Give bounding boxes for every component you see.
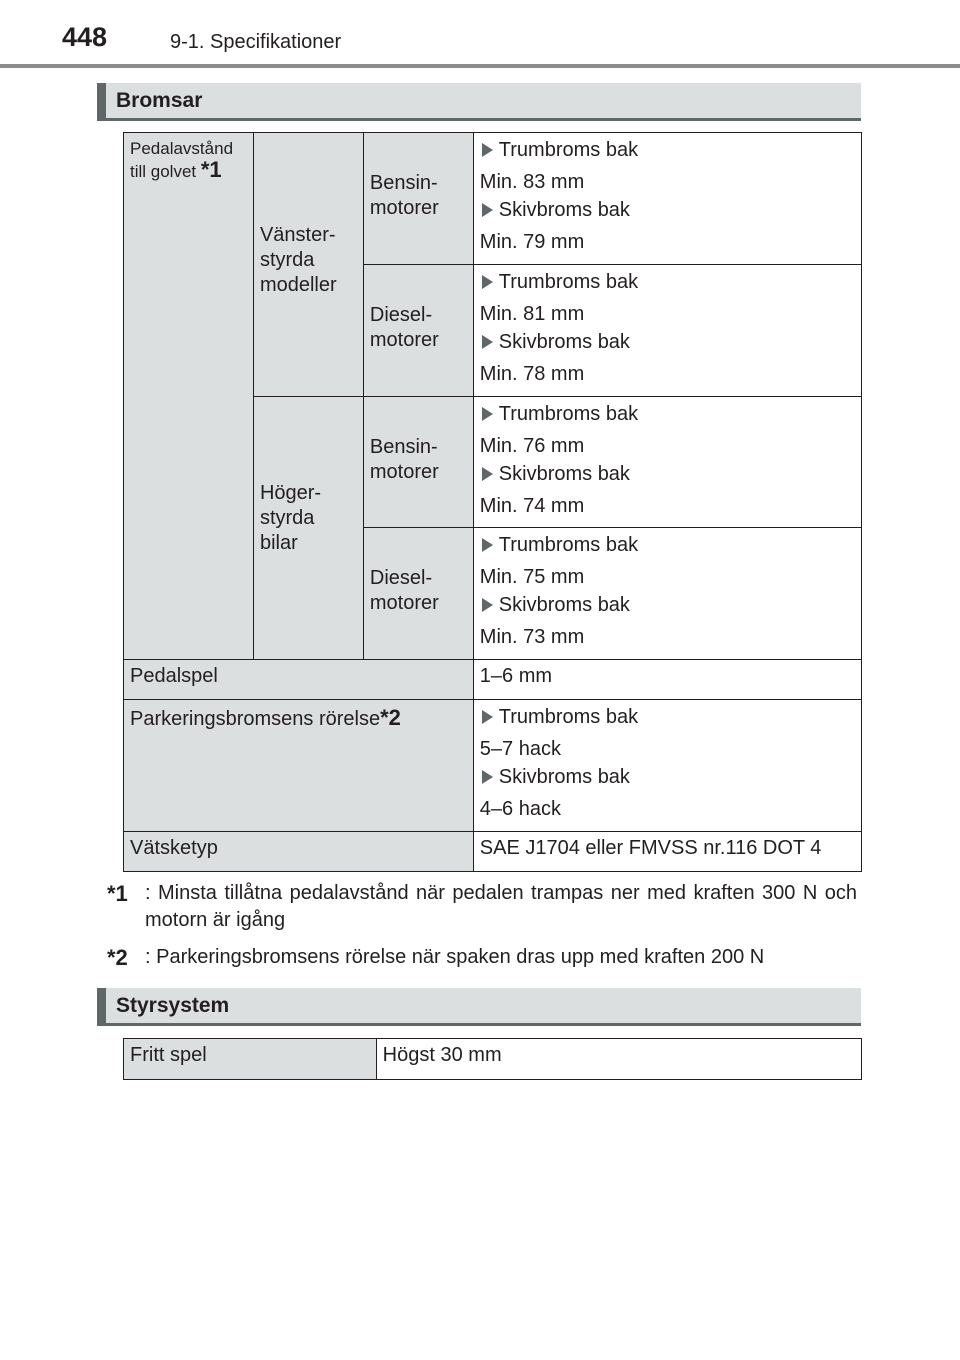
list-item: Trumbroms bak [480, 705, 855, 729]
list-item: Skivbroms bak [480, 462, 855, 486]
arrow-bullet-icon [482, 143, 493, 157]
value-text: 4–6 hack [479, 798, 561, 820]
arrow-bullet-icon [482, 467, 493, 481]
footnote-1 [107, 880, 857, 936]
steering-table [123, 1038, 862, 1080]
arrow-bullet-icon [482, 710, 493, 724]
engine-cell: Bensin- motorer [363, 397, 473, 528]
section-title: Styrsystem [116, 994, 230, 1017]
list-item: Skivbroms bak [480, 765, 855, 789]
values-cell [473, 133, 861, 265]
footnote-text: : Minsta tillåtna pedalavstånd när pedalen trampas ner med kraften 300 N och motorn är igång [145, 882, 857, 931]
fluid-type-label: Vätsketyp [124, 832, 474, 872]
arrow-bullet-icon [482, 203, 493, 217]
footnote-2 [107, 944, 857, 972]
value-text: 5–7 hack [479, 738, 561, 760]
chapter-title: 9-1. Specifikationer [170, 31, 342, 53]
value-text: Min. 74 mm [479, 495, 585, 517]
values-cell [473, 397, 861, 528]
value-text: Min. 83 mm [479, 171, 585, 193]
section-header-styrsystem [97, 988, 861, 1026]
values-cell [473, 700, 861, 832]
section-title: Bromsar [116, 89, 203, 112]
free-play-label: Fritt spel [124, 1039, 377, 1080]
list-item: Trumbroms bak [480, 138, 855, 162]
page-number: 448 [62, 22, 108, 52]
rhd-models-cell: Höger- styrda bilar [253, 397, 363, 660]
list-item: Skivbroms bak [480, 198, 855, 222]
engine-cell: Diesel- motorer [363, 265, 473, 397]
footnote-mark: *1 [107, 881, 128, 906]
footnote-ref-2: *2 [380, 705, 401, 730]
list-item: Skivbroms bak [480, 593, 855, 617]
value-text: Min. 75 mm [479, 566, 585, 588]
fluid-type-value: SAE J1704 eller FMVSS nr.116 DOT 4 [473, 832, 861, 872]
free-play-value: Högst 30 mm [376, 1039, 861, 1080]
pedal-distance-cell [124, 133, 254, 660]
list-item: Trumbroms bak [480, 402, 855, 426]
header-divider [0, 64, 960, 68]
values-cell [473, 528, 861, 660]
list-item: Skivbroms bak [480, 330, 855, 354]
value-text: Min. 73 mm [479, 626, 585, 648]
engine-cell: Diesel- motorer [363, 528, 473, 660]
arrow-bullet-icon [482, 275, 493, 289]
parking-brake-label: Parkeringsbromsens rörelse [130, 708, 381, 730]
pedal-play-label: Pedalspel [124, 660, 474, 700]
arrow-bullet-icon [482, 770, 493, 784]
section-header-bromsar [97, 83, 861, 121]
list-item: Trumbroms bak [480, 270, 855, 294]
footnote-text: : Parkeringsbromsens rörelse när spaken dras upp med kraften 200 N [145, 946, 765, 968]
lhd-models-cell: Vänster- styrda modeller [253, 133, 363, 397]
arrow-bullet-icon [482, 538, 493, 552]
arrow-bullet-icon [482, 335, 493, 349]
value-text: Min. 76 mm [479, 435, 585, 457]
pedal-play-value: 1–6 mm [473, 660, 861, 700]
arrow-bullet-icon [482, 407, 493, 421]
footnote-ref-1: *1 [200, 157, 222, 182]
footnote-mark: *2 [107, 945, 128, 970]
values-cell [473, 265, 861, 397]
list-item: Trumbroms bak [480, 533, 855, 557]
value-text: Min. 81 mm [479, 303, 585, 325]
parking-brake-cell [124, 700, 474, 832]
pedal-distance-label: Pedalavstånd till golvet [130, 139, 234, 181]
brakes-table [123, 132, 862, 872]
arrow-bullet-icon [482, 598, 493, 612]
engine-cell: Bensin- motorer [363, 133, 473, 265]
value-text: Min. 78 mm [479, 363, 585, 385]
value-text: Min. 79 mm [479, 231, 585, 253]
